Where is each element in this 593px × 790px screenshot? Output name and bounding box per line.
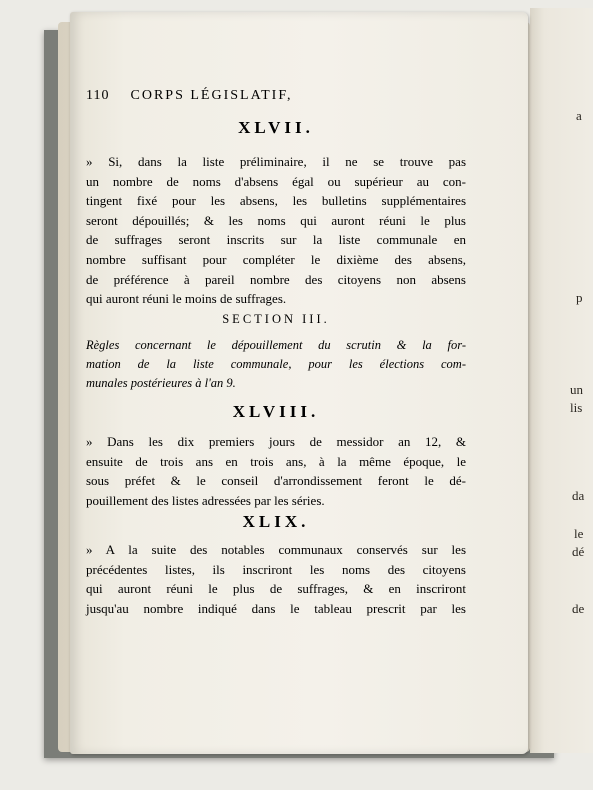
facing-page [530,8,593,753]
text-line: ensuite de trois ans en trois ans, à la même époque, le [86,453,466,469]
text-line: » Dans les dix premiers jours de messidor an 12, & [86,434,466,449]
running-head-title: CORPS LÉGISLATIF, [130,88,293,103]
text-line: » A la suite des notables communaux conservés sur les [86,542,466,557]
text-line: nombre suffisant pour compléter le dixième des absens, [86,251,466,267]
text-line: qui auront réuni le plus de suffrages, & en inscriront [86,581,466,597]
section-title: SECTION III. [222,312,330,326]
section-subtitle [86,336,466,393]
article-heading-47: XLVII. [238,118,314,137]
text-line: sous préfet & le conseil d'arrondissement feront le dé- [86,473,466,489]
text-line: qui auront réuni le moins de suffrages. [86,291,287,307]
facing-fragment: a [576,108,582,123]
text-line: » Si, dans la liste préliminaire, il ne se trouve pas [86,154,466,169]
page-number: 110 [86,88,110,103]
text-line: munales postérieures à l'an 9. [86,376,236,390]
text-line: tingent fixé pour les absens, les bulletins supplémentaires [86,193,466,209]
facing-fragment: p [576,290,583,305]
facing-fragment: dé [572,544,585,559]
text-line: pouillement des listes adressées par les séries. [86,492,325,508]
facing-fragment: le [574,526,584,541]
text-line: jusqu'au nombre indiqué dans le tableau prescrit par les [86,600,466,616]
article-heading-48: XLVIII. [232,402,320,421]
text-line: de préférence à pareil nombre des citoyens non absens [86,271,466,287]
text-line: mation de la liste communale, pour les élections com- [86,357,466,371]
facing-fragment: de [572,601,585,616]
facing-fragment: lis [570,400,583,415]
text-line: un nombre de noms d'absens égal ou supérieur au con- [86,173,466,189]
running-header [86,88,466,104]
text-line: précédentes listes, ils inscriront les noms des citoyens [86,561,466,577]
article-heading-49: XLIX. [242,512,310,531]
text-line: de suffrages seront inscrits sur la liste communale en [86,232,466,248]
facing-fragment: un [570,382,583,397]
article-48-text [86,432,466,510]
text-line: Règles concernant le dépouillement du scrutin & la for- [86,338,466,352]
article-47-text [86,152,466,309]
text-line: seront dépouillés; & les noms qui auront réuni le plus [86,212,466,228]
facing-fragment: da [572,488,585,503]
article-49-text [86,540,466,618]
